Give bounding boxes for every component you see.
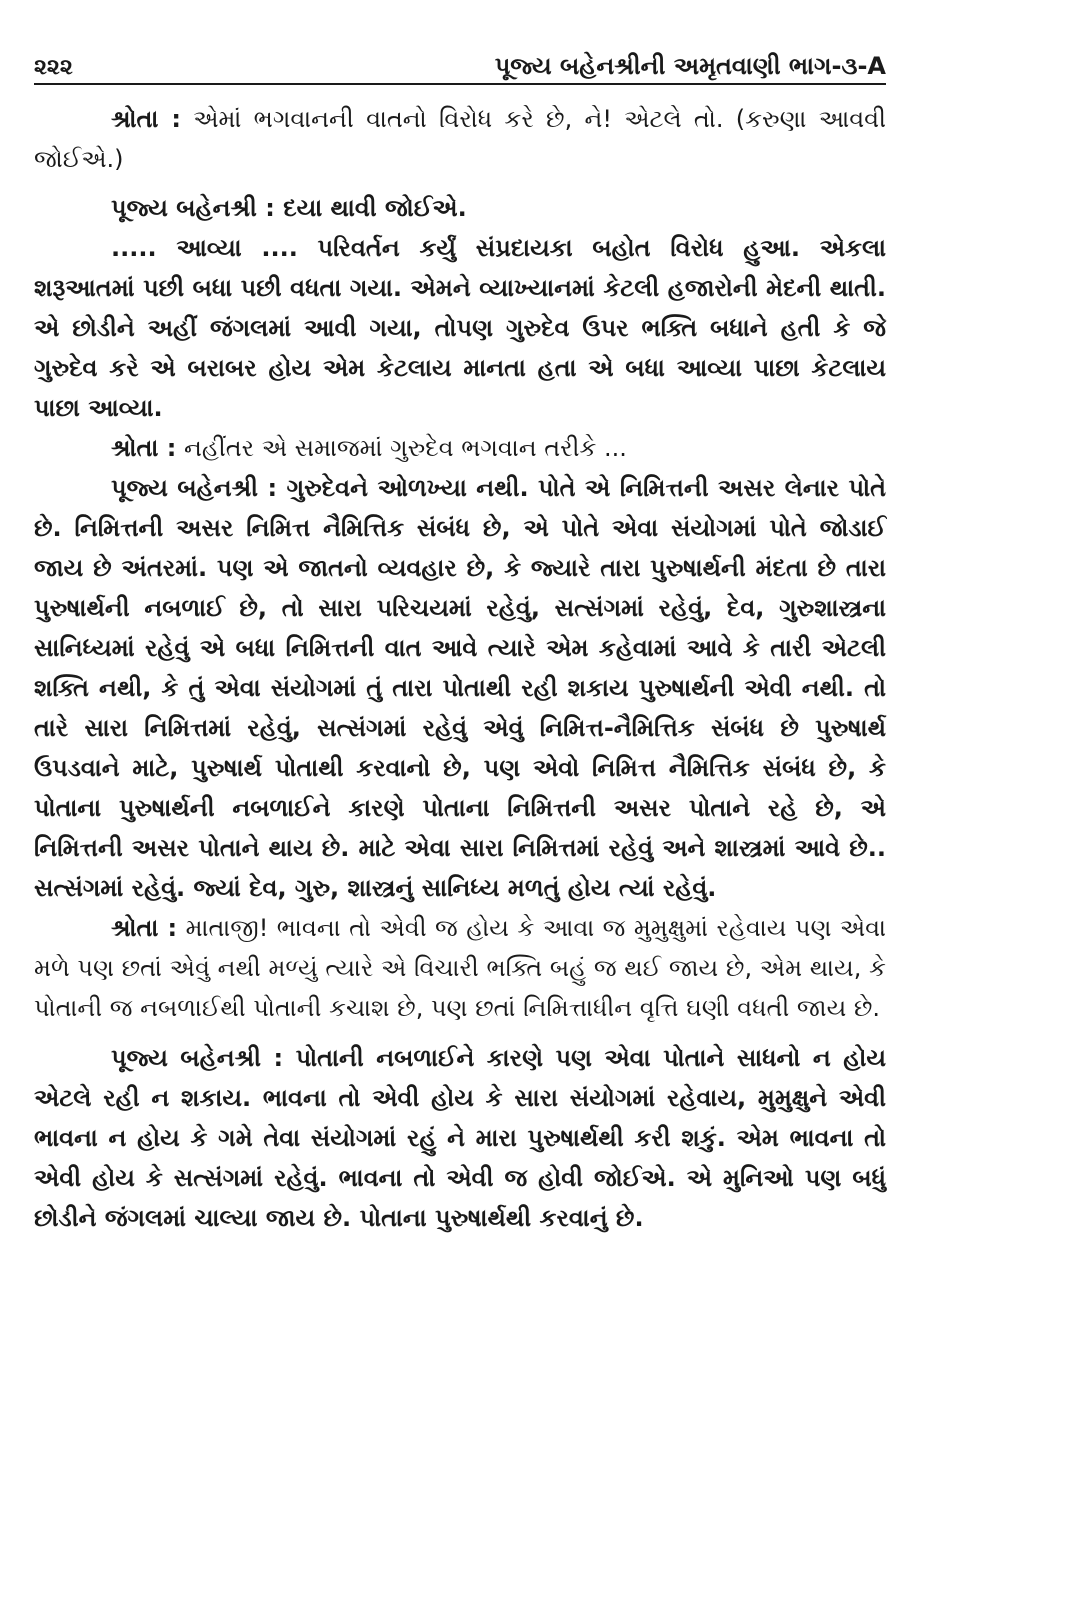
page-content [34,99,886,1238]
paragraph-text: માતાજી! ભાવના તો એવી જ હોય કે આવા જ મુમુક્ષુમાં રહેવાય પણ એવા મળે પણ છતાં એવું નથી મળ્યું ત્યારે એ વિચારી ભક્તિ બહું જ થઈ જાય છે, એમ થાય, કે પોતાની જ નબળાઈથી પોતાની કચાશ છે, પણ છતાં નિમિત્તાધીન વૃત્તિ ઘણી વધતી જાય છે. [34,914,886,1022]
paragraph-text: ગુરુદેવને ઓળખ્યા નથી. પોતે એ નિમિત્તની અસર લેનાર પોતે છે. નિમિત્તની અસર નિમિત્ત નૈમિત્તિક સંબંધ છે, એ પોતે એવા સંયોગમાં પોતે જોડાઈ જાય છે અંતરમાં. પણ એ જાતનો વ્યવહાર છે, કે જ્યારે તારા પુરુષાર્થની મંદતા છે તારા પુરુષાર્થની નબળાઈ છે, તો સારા પરિચયમાં રહેવું, સત્સંગમાં રહેવું, દેવ, ગુરુશાસ્ત્રના સાનિધ્યમાં રહેવું એ બધા નિમિત્તની વાત આવે ત્યારે એમ કહેવામાં આવે કે તારી એટલી શક્તિ નથી, કે તું એવા સંયોગમાં તું તારા પોતાથી રહી શકાય પુરુષાર્થની એવી નથી. તો તારે સારા નિમિત્તમાં રહેવું, સત્સંગમાં રહેવું એવું નિમિત્ત-નૈમિત્તિક સંબંધ છે પુરુષાર્થ ઉપડવાને માટે, પુરુષાર્થ પોતાથી કરવાનો છે, પણ એવો નિમિત્ત નૈમિત્તિક સંબંધ છે, કે પોતાના પુરુષાર્થની નબળાઈને કારણે પોતાના નિમિત્તની અસર પોતાને રહે છે, એ નિમિત્તની અસર પોતાને થાય છે. માટે એવા સારા નિમિત્તમાં રહેવું અને શાસ્ત્રમાં આવે છે.. સત્સંગમાં રહેવું. જ્યાં દેવ, ગુરુ, શાસ્ત્રનું સાનિધ્ય મળતું હોય ત્યાં રહેવું. [34,474,886,902]
paragraph-narrative [34,228,886,428]
speaker-label: પૂજ્ય બહેનશ્રી : [111,1044,284,1072]
speaker-label: પૂજ્ય બહેનશ્રી : [111,194,275,222]
paragraph-text: પોતાની નબળાઈને કારણે પણ એવા પોતાને સાધનો ન હોય એટલે રહી ન શકાય. ભાવના તો એવી હોય કે સારા સંયોગમાં રહેવાય, મુમુક્ષુને એવી ભાવના ન હોય કે ગમે તેવા સંયોગમાં રહું ને મારા પુરુષાર્થથી કરી શકું. એમ ભાવના તો એવી હોય કે સત્સંગમાં રહેવું. ભાવના તો એવી જ હોવી જોઈએ. એ મુનિઓ પણ બધું છોડીને જંગલમાં ચાલ્યા જાય છે. પોતાના પુરુષાર્થથી કરવાનું છે. [34,1044,886,1232]
paragraph-listener-2 [34,428,886,468]
book-page [34,40,886,1238]
running-title: પૂજ્ય બહેનશ્રીની અમૃતવાણી ભાગ-૩-A [494,52,886,80]
speaker-label: પૂજ્ય બહેનશ્રી : [111,474,278,502]
paragraph-text: દયા થાવી જોઈએ. [283,194,467,222]
paragraph-text: નહીંતર એ સમાજમાં ગુરુદેવ ભગવાન તરીકે ... [183,434,627,462]
page-number: ૨૨૨ [34,55,73,80]
page-header [34,40,886,85]
paragraph-text: ..... આવ્યા .... પરિવર્તન કર્યું સંપ્રદાયકા બહોત વિરોધ હુઆ. એકલા શરૂઆતમાં પછી બધા પછી વધતા ગયા. એમને વ્યાખ્યાનમાં કેટલી હજારોની મેદની થાતી. એ છોડીને અહીં જંગલમાં આવી ગયા, તોપણ ગુરુદેવ ઉપર ભક્તિ બધાને હતી કે જે ગુરુદેવ કરે એ બરાબર હોય એમ કેટલાય માનતા હતા એ બધા આવ્યા પાછા કેટલાય પાછા આવ્યા. [34,234,886,422]
paragraph-behenshri-3 [34,1038,886,1238]
speaker-label: શ્રોતા : [111,914,178,942]
paragraph-listener-3 [34,908,886,1028]
paragraph-listener-1 [34,99,886,179]
paragraph-behenshri-2 [34,468,886,908]
speaker-label: શ્રોતા : [111,434,177,462]
paragraph-behenshri-1 [34,188,886,228]
paragraph-text: એમાં ભગવાનની વાતનો વિરોધ કરે છે, ને! એટલે તો. (કરુણા આવવી જોઈએ.) [34,105,886,173]
speaker-label: શ્રોતા : [111,105,181,133]
